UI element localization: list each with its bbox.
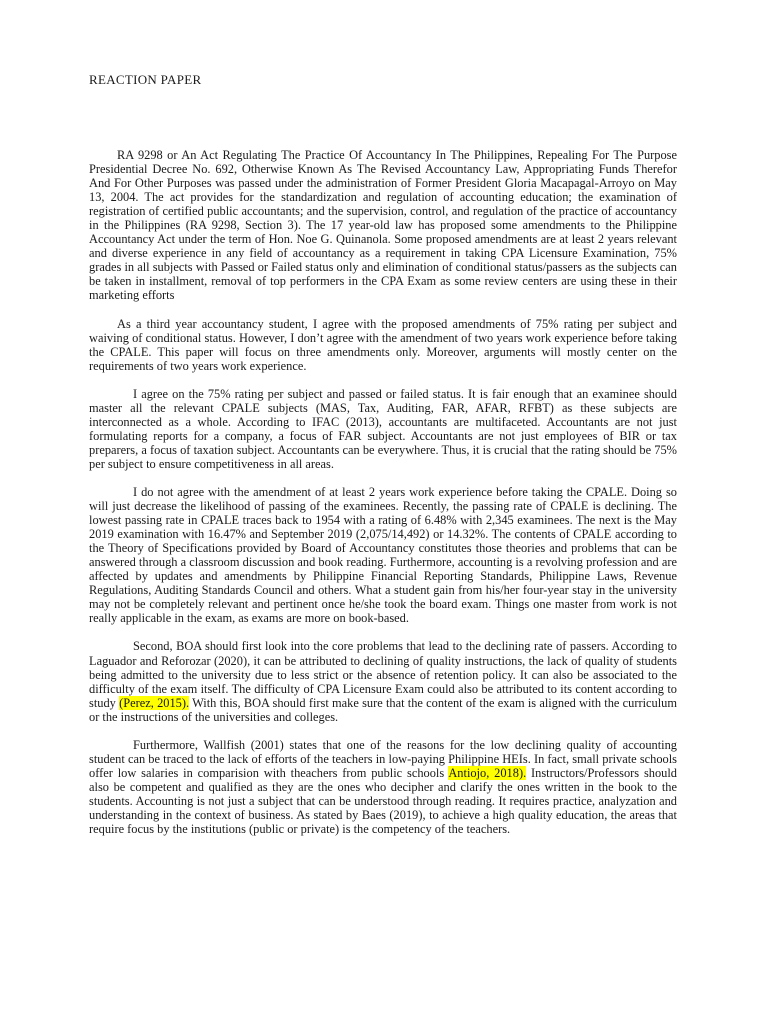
paragraph-teacher-quality (89, 738, 677, 836)
document-body (89, 148, 677, 850)
paragraph-work-experience: I do not agree with the amendment of at least 2 years work experience before taking the CPALE. Doing so will just decrease the likelihood of passing of the examinees. Recently, the passing rate of CPALE is declining. The lowest passing rate in CPALE traces back to 1954 with a rating of 6.48% with 2,345 examinees. The next is the May 2019 examination with 16.47% and September 2019 (2,075/14,492) or 14.32%. The contents of CPALE according to the Theory of Specifications provided by Board of Accountancy constitutes those theories and problems that can be answered through a classroom discussion and book reading. Furthermore, accounting is a revolving profession and are affected by updates and amendments by Philippine Financial Reporting Standards, Philippine Laws, Revenue Regulations, Auditing Standards Council and others. What a student gain from his/her four-year stay in the university may not be completely relevant and pertinent once he/she took the board exam. Things one master from work is not really applicable in the exam, as exams are more on book-based. (89, 484, 677, 626)
paragraph-position-statement: As a third year accountancy student, I agree with the proposed amendments of 75% rating per subject and waiving of conditional status. However, I don’t agree with the amendment of two years work experience before taking the CPALE. This paper will focus on three amendments only. Moreover, arguments will mostly center on the requirements of two years work experience. (89, 316, 677, 373)
highlighted-citation: (Perez, 2015). (119, 695, 190, 710)
paragraph-text: Furthermore, Wallfish (2001) states that one of the reasons for the low declining quality of accounting student can be traced to the lack of efforts of the teachers in low-paying Philippine HEIs. In fact, small private schools offer low salaries in comparision with theachers from public schools (89, 737, 677, 780)
paragraph-boa-core-problems (89, 639, 677, 723)
paragraph-ra9298-intro: RA 9298 or An Act Regulating The Practice Of Accountancy In The Philippines, Repealing For The Purpose Presidential Decree No. 692, Otherwise Known As The Revised Accountancy Law, Appropriating Funds Therefor And For Other Purposes was passed under the administration of Former President Gloria Macapagal-Arroyo on May 13, 2004. The act provides for the standardization and regulation of accounting education; the examination of registration of certified public accountants; and the supervision, control, and regulation of the practice of accountancy in the Philippines (RA 9298, Section 3). The 17 year-old law has proposed some amendments to the Philippine Accountancy Act under the term of Hon. Noe G. Quinanola. Some proposed amendments are at least 2 years relevant and diverse experience in any field of accountancy as a requirement in taking CPA Licensure Examination, 75% grades in all subjects with Passed or Failed status only and elimination of conditional status/passers as the subjects can be taken in installment, removal of top performers in the CPA Exam as some review centers are using these in their marketing efforts (89, 148, 677, 303)
paragraph-text: Instructors/Professors should also be competent and qualified as they are the ones who decipher and clarify the ones written in the book to the students. Accounting is not just a subject that can be understood through reading. It requires practice, analyzation and understanding in the context of business. As stated by Baes (2019), to achieve a high quality education, the areas that require focus by the institutions (public or private) is the competency of the teachers. (89, 765, 677, 837)
page-title: REACTION PAPER (89, 72, 202, 87)
paragraph-text: With this, BOA should first make sure that the content of the exam is aligned with the curriculum or the instructions of the universities and colleges. (89, 695, 678, 724)
highlighted-citation: Antiojo, 2018). (448, 765, 527, 780)
paragraph-75-percent-rating: I agree on the 75% rating per subject and passed or failed status. It is fair enough that an examinee should master all the relevant CPALE subjects (MAS, Tax, Auditing, FAR, AFAR, RFBT) as these subjects are interconnected as a whole. According to IFAC (2013), accountants are multifaceted. Accountants are not just formulating reports for a company, a focus of FAR subject. Accountants are not just employees of BIR or tax preparers, a focus of taxation subject. Accountants can be everywhere. Thus, it is crucial that the rating should be 75% per subject to ensure competitiveness in all areas. (89, 386, 677, 471)
paragraph-text: Second, BOA should first look into the core problems that lead to the declining rate of passers. According to Laguador and Reforozar (2020), it can be attributed to declining of quality instructions, the lack of quality of students being admitted to the university due to less strict or the absence of retention policy. It can also be associated to the difficulty of the exam itself. The difficulty of CPA Licensure Exam could also be attributed to its content according to study (89, 639, 677, 710)
